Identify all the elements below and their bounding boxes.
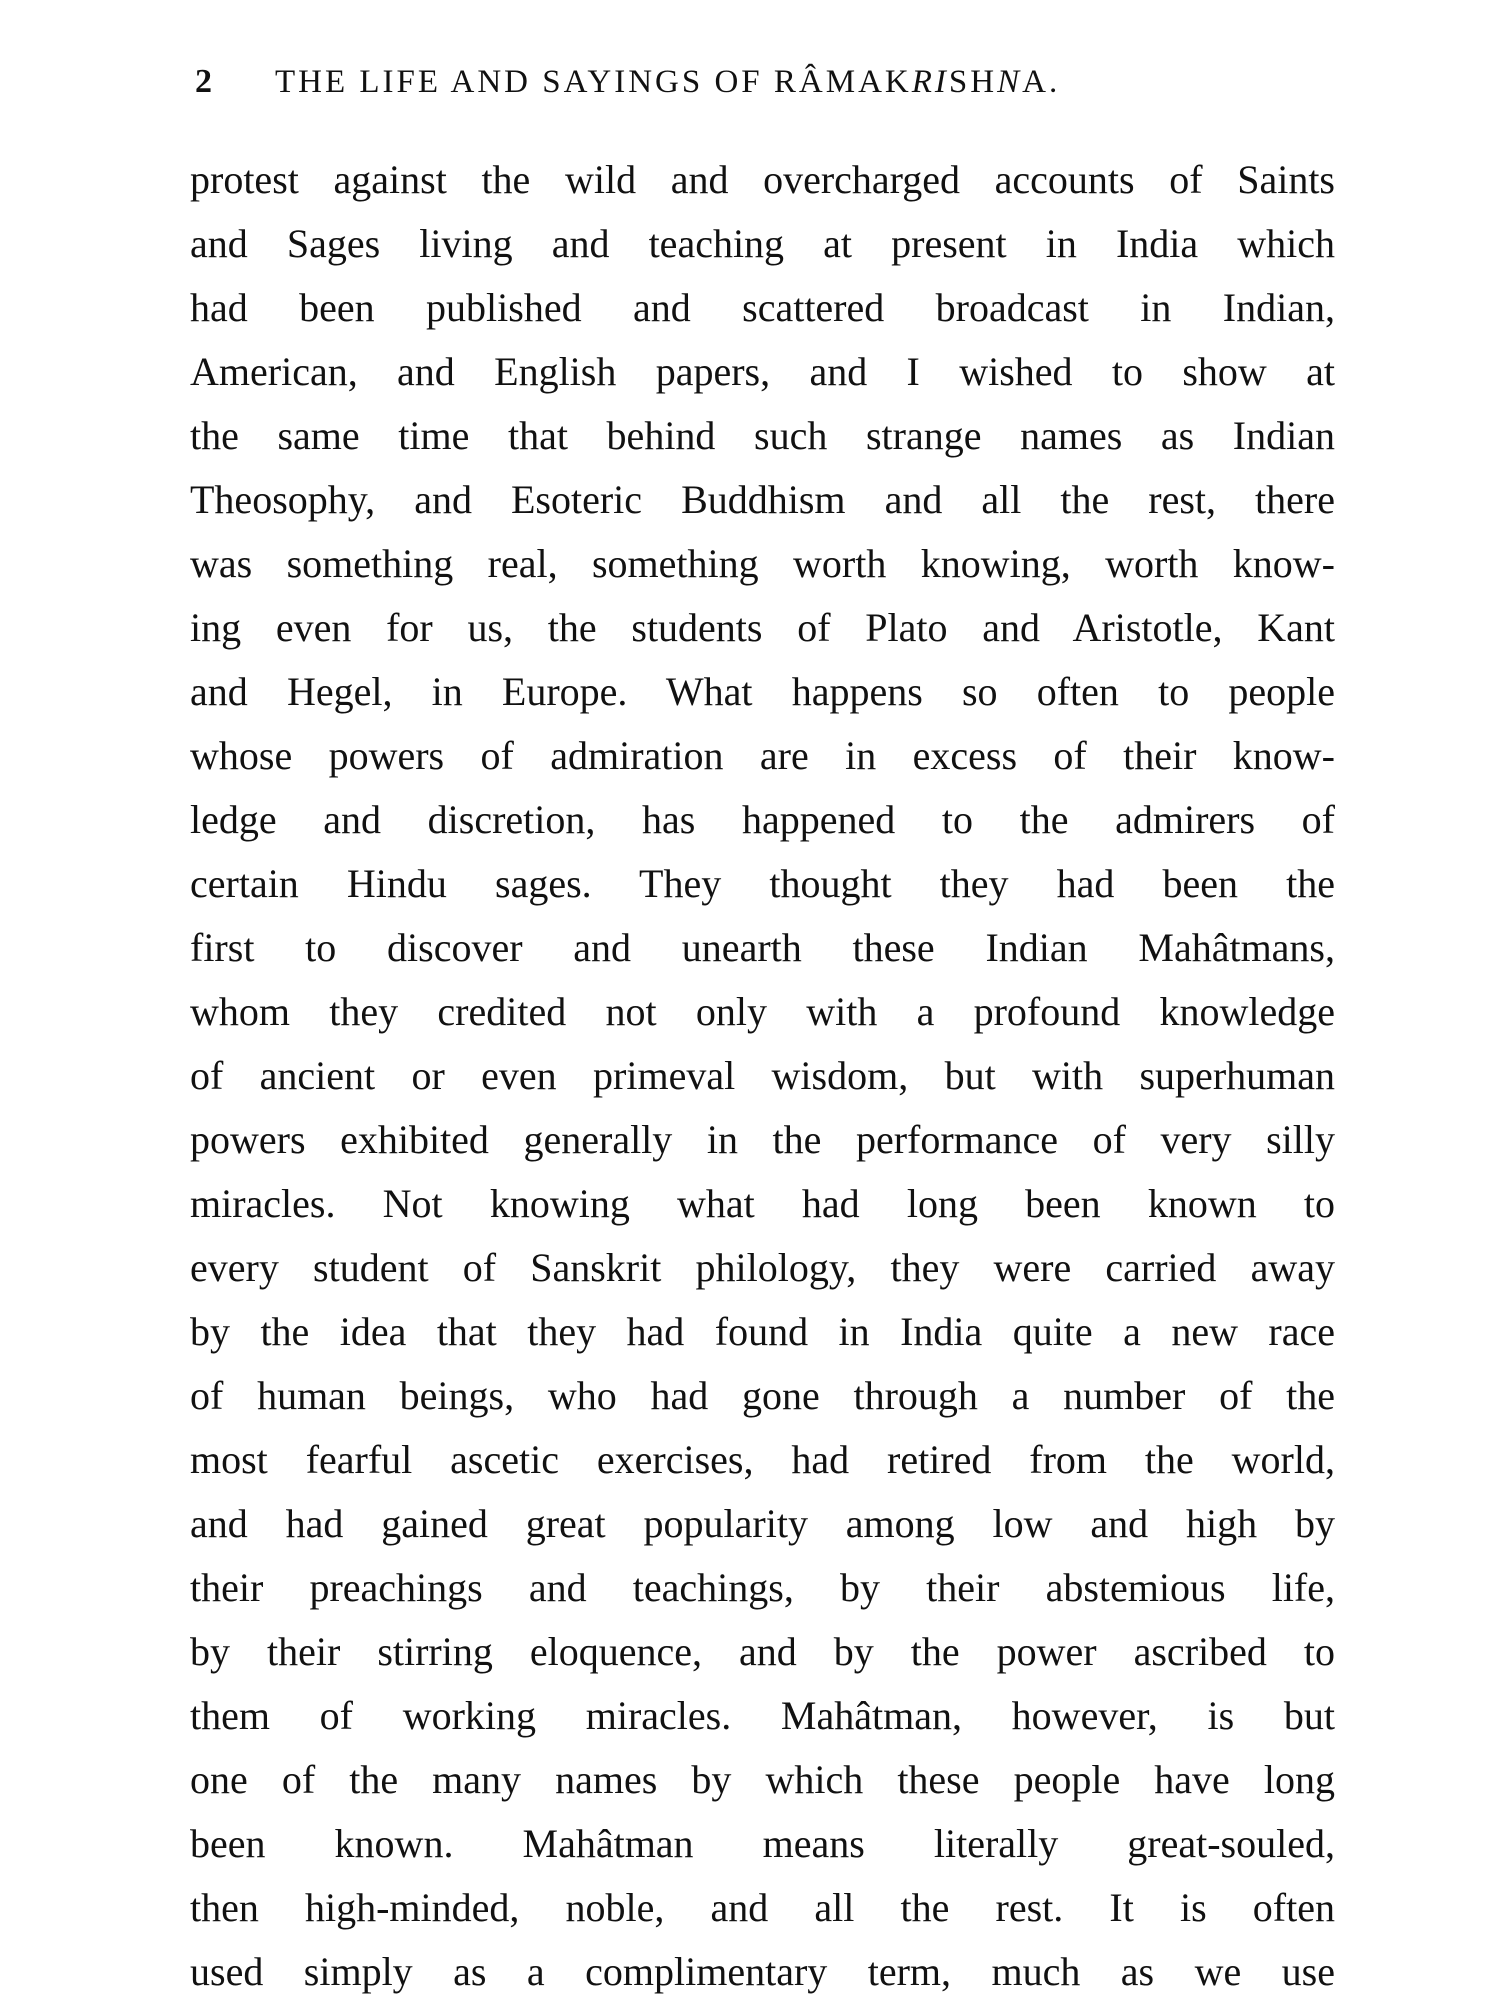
running-head [195, 52, 1335, 112]
text-line: powers exhibited generally in the performance of very silly [190, 1117, 1335, 1162]
text-line: had been published and scattered broadcast in Indian, [190, 285, 1335, 330]
text-line: and Hegel, in Europe. What happens so often to people [190, 669, 1335, 714]
text-line: one of the many names by which these people have long [190, 1757, 1335, 1802]
text-line: and had gained great popularity among low and high by [190, 1501, 1335, 1546]
text-line: protest against the wild and overcharged accounts of Saints [190, 157, 1335, 202]
text-line: was something real, something worth knowing, worth know- [190, 541, 1335, 586]
text-line: American, and English papers, and I wished to show at [190, 349, 1335, 394]
text-line: every student of Sanskrit philology, they were carried away [190, 1245, 1335, 1290]
text-line: their preachings and teachings, by their abstemious life, [190, 1565, 1335, 1610]
text-line: certain Hindu sages. They thought they had been the [190, 861, 1335, 906]
text-line: ing even for us, the students of Plato and Aristotle, Kant [190, 605, 1335, 650]
text-line: whom they credited not only with a profound knowledge [190, 989, 1335, 1034]
running-title-mid: SH [948, 63, 998, 100]
text-line: by their stirring eloquence, and by the power ascribed to [190, 1629, 1335, 1674]
text-line: and Sages living and teaching at present in India which [190, 221, 1335, 266]
body-text [190, 148, 1335, 2004]
running-title-suffix: A. [1022, 63, 1061, 100]
text-line: them of working miracles. Mahâtman, however, is but [190, 1693, 1335, 1738]
text-line: miracles. Not knowing what had long been known to [190, 1181, 1335, 1226]
text-line: ledge and discretion, has happened to the admirers of [190, 797, 1335, 842]
text-line: by the idea that they had found in India quite a new race [190, 1309, 1335, 1354]
text-line: of ancient or even primeval wisdom, but with superhuman [190, 1053, 1335, 1098]
text-line: first to discover and unearth these Indian Mahâtmans, [190, 925, 1335, 970]
text-line: then high-minded, noble, and all the rest. It is often [190, 1885, 1335, 1930]
text-line: Theosophy, and Esoteric Buddhism and all the rest, there [190, 477, 1335, 522]
text-line: the same time that behind such strange names as Indian [190, 413, 1335, 458]
running-title-ital-2: N [997, 63, 1023, 100]
text-line: used simply as a complimentary term, much as we use [190, 1949, 1335, 1994]
text-line: whose powers of admiration are in excess of their know- [190, 733, 1335, 778]
running-title-prefix: THE LIFE AND SAYINGS OF RÂMAK [275, 63, 912, 100]
text-line: most fearful ascetic exercises, had retired from the world, [190, 1437, 1335, 1482]
text-line: of human beings, who had gone through a number of the [190, 1373, 1335, 1418]
running-title-ital-1: RI [911, 63, 949, 100]
text-line: been known. Mahâtman means literally great-souled, [190, 1821, 1335, 1866]
running-title [275, 64, 1060, 101]
page-number: 2 [195, 63, 212, 100]
